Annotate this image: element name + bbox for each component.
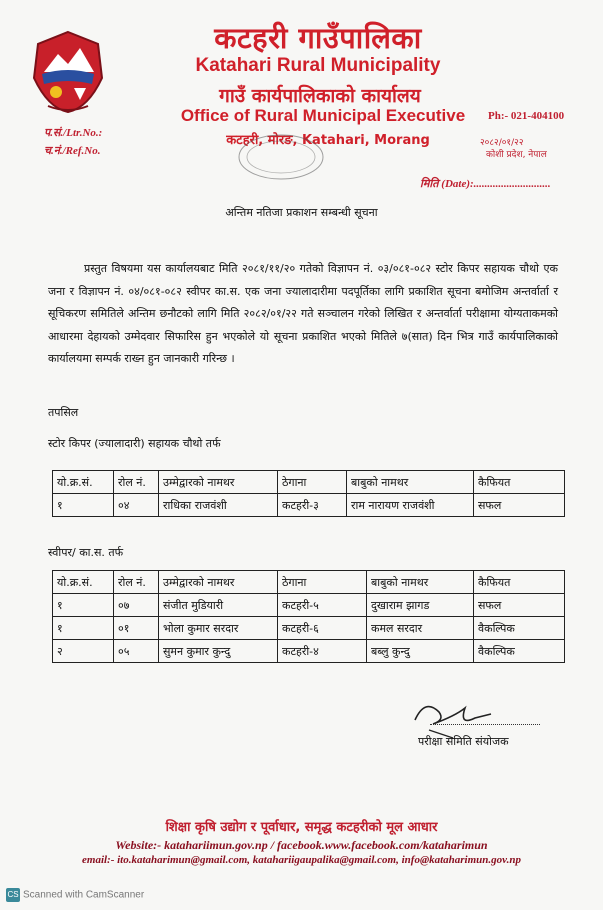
municipality-emblem (28, 28, 108, 116)
column-header: उम्मेद्वारको नामथर (159, 471, 278, 494)
section-store-keeper-title: स्टोर किपर (ज्यालादारी) सहायक चौथो तर्फ (48, 437, 221, 450)
signature-caption: परीक्षा समिति संयोजक (418, 735, 509, 748)
table-header-row (53, 471, 565, 494)
table-cell: राधिका राजवंशी (159, 494, 278, 517)
scanner-label: Scanned with CamScanner (23, 889, 145, 901)
table-cell: राम नारायण राजवंशी (347, 494, 474, 517)
table-cell: भोला कुमार सरदार (159, 617, 278, 640)
column-header: कैफियत (474, 571, 565, 594)
footer-email: email:- ito.kataharimun@gmail.com, katahariigaupalika@gmail.com, info@kataharimun.gov.np (82, 854, 521, 866)
table-cell: सुमन कुमार कुन्दु (159, 640, 278, 663)
date-field: मिति (Date):............................ (420, 178, 551, 190)
table-cell: ०५ (114, 640, 159, 663)
column-header: यो.क्र.सं. (53, 571, 114, 594)
table-cell: सफल (474, 494, 565, 517)
column-header: रोल नं. (114, 571, 159, 594)
table-cell: २ (53, 640, 114, 663)
column-header: कैफियत (474, 471, 565, 494)
table-cell: कटहरी-६ (278, 617, 367, 640)
footer-website: Website:- katahariimun.gov.np / facebook.www.facebook.com/kataharimun (115, 838, 488, 852)
municipality-name-en: Katahari Rural Municipality (195, 55, 441, 76)
notice-body: प्रस्तुत विषयमा यस कार्यालयबाट मिति २०८१/११/२० गतेको विज्ञापन नं. ०३/०८१-०८२ स्टोर किपर सहायक चौथो एक जना र विज्ञापन नं. ०४/०८१-०८२ स्वीपर का.स. एक जना ज्यालादारीमा पदपूर्तिका लागि प्रकाशित सूचना बमोजिम अन्तर्वार्ता र सूचिकरण समितिले अन्तिम छनौटको लागि मिति २०८२/०१/२२ गते सञ्चालन गरेको लिखित र अन्तर्वार्ता परीक्षामा योग्यताकमको आधारमा देहायको उम्मेदवार सिफारिस हुन भएकोले यो सूचना प्रकाशित भएको मितिले ७(सात) दिन भित्र गाउँ कार्यपालिकाको कार्यालयमा सम्पर्क राख्न हुन जानकारी गरिन्छ । (48, 262, 558, 365)
table-cell: ०७ (114, 594, 159, 617)
office-name-np: गाउँ कार्यपालिकाको कार्यालय (219, 85, 421, 107)
table-row (53, 617, 565, 640)
table-row (53, 640, 565, 663)
column-header: बाबुको नामथर (347, 471, 474, 494)
table-cell: १ (53, 494, 114, 517)
column-header: ठेगाना (278, 471, 347, 494)
camscanner-logo-icon: CS (6, 888, 20, 902)
municipality-name-np: कटहरी गाउँपालिका (214, 21, 422, 55)
footer-slogan: शिक्षा कृषि उद्योग र पूर्वाधार, समृद्ध कटहरीको मूल आधार (165, 820, 438, 835)
table-cell: कटहरी-३ (278, 494, 347, 517)
table-cell: कटहरी-५ (278, 594, 367, 617)
column-header: ठेगाना (278, 571, 367, 594)
table-cell: वैकल्पिक (474, 640, 565, 663)
table-cell: बब्लु कुन्दु (367, 640, 474, 663)
column-header: उम्मेद्वारको नामथर (159, 571, 278, 594)
office-location: कटहरी, मोरङ, Katahari, Morang (226, 133, 430, 148)
table-cell: सफल (474, 594, 565, 617)
table-cell: दुखाराम झागड (367, 594, 474, 617)
table-cell: कटहरी-४ (278, 640, 367, 663)
store-keeper-results-table (52, 470, 565, 517)
office-stamp (236, 132, 326, 182)
phone-number: Ph:- 021-404100 (488, 110, 565, 122)
letter-number-label: प.सं./Ltr.No.: (44, 127, 103, 139)
section-sweeper-title: स्वीपर/ का.स. तर्फ (48, 546, 124, 559)
reference-number-label: च.नं./Ref.No. (44, 145, 101, 157)
office-name-en: Office of Rural Municipal Executive (180, 106, 466, 125)
table-cell: ०१ (114, 617, 159, 640)
table-cell: संजीत मुडियारी (159, 594, 278, 617)
address-line-2: कोशी प्रदेश, नेपाल (486, 150, 547, 160)
table-header-row (53, 571, 565, 594)
scanner-watermark (6, 888, 144, 902)
table-cell: १ (53, 617, 114, 640)
table-cell: ०४ (114, 494, 159, 517)
address-line-1: २०८२/०१/२२ (480, 138, 524, 148)
sweeper-results-table (52, 570, 565, 663)
table-cell: कमल सरदार (367, 617, 474, 640)
signature-line (430, 724, 540, 725)
column-header: यो.क्र.सं. (53, 471, 114, 494)
table-row (53, 594, 565, 617)
table-row (53, 494, 565, 517)
table-cell: वैकल्पिक (474, 617, 565, 640)
column-header: बाबुको नामथर (367, 571, 474, 594)
details-label: तपसिल (48, 406, 79, 419)
notice-subject: अन्तिम नतिजा प्रकाशन सम्बन्धी सूचना (225, 206, 378, 219)
column-header: रोल नं. (114, 471, 159, 494)
table-cell: १ (53, 594, 114, 617)
